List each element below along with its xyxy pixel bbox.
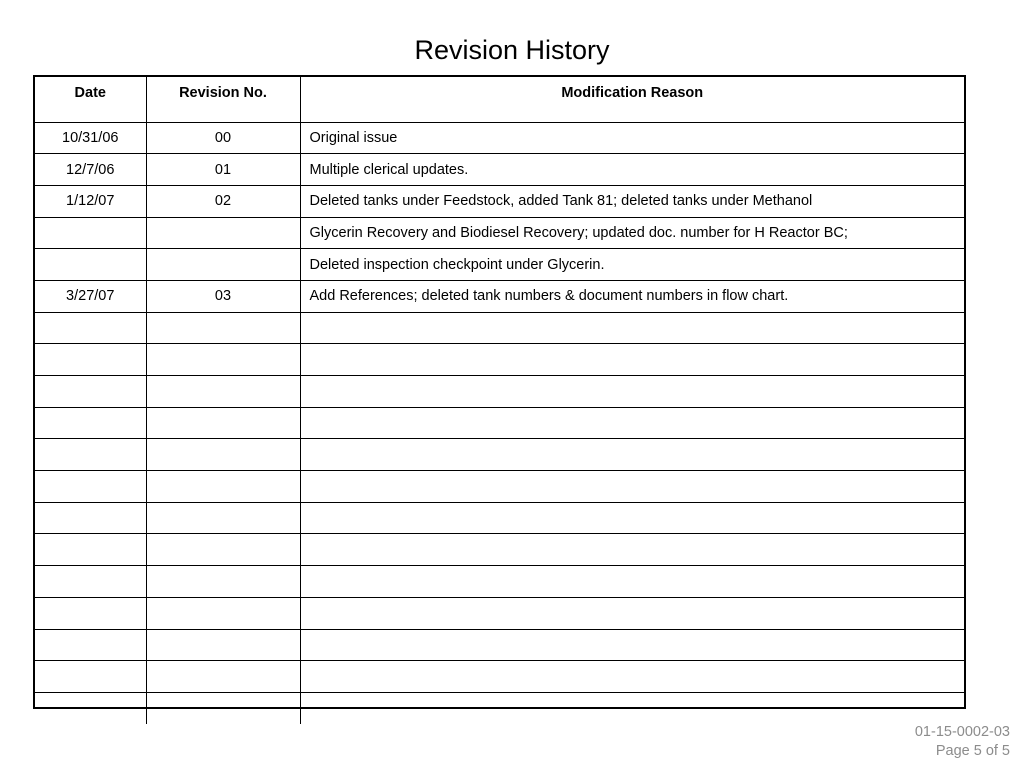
cell-reason: Deleted inspection checkpoint under Glycerin.: [300, 249, 964, 281]
cell-date: [35, 407, 146, 439]
cell-date: 3/27/07: [35, 280, 146, 312]
cell-revision: [146, 661, 300, 693]
cell-revision: [146, 692, 300, 723]
cell-date: 10/31/06: [35, 122, 146, 154]
document-number: 01-15-0002-03: [914, 724, 1010, 740]
page-title: Revision History: [414, 35, 610, 65]
table-row: [35, 249, 964, 281]
table-row: [35, 471, 964, 503]
cell-revision: [146, 376, 300, 408]
cell-date: [35, 692, 146, 723]
table-row: [35, 185, 964, 217]
cell-reason: [300, 692, 964, 723]
cell-revision: [146, 439, 300, 471]
cell-revision: [146, 471, 300, 503]
cell-revision: 02: [146, 185, 300, 217]
table-row: [35, 122, 964, 154]
cell-reason: [300, 344, 964, 376]
table-row: [35, 692, 964, 723]
cell-date: 1/12/07: [35, 185, 146, 217]
column-header-reason: Modification Reason: [300, 77, 964, 122]
cell-revision: [146, 597, 300, 629]
table-row: [35, 534, 964, 566]
table-row: [35, 566, 964, 598]
table-row: [35, 376, 964, 408]
revision-history-table: [35, 77, 964, 724]
table-row: [35, 597, 964, 629]
cell-date: [35, 597, 146, 629]
cell-revision: [146, 566, 300, 598]
cell-reason: [300, 471, 964, 503]
cell-date: [35, 534, 146, 566]
table-row: [35, 344, 964, 376]
table-row: [35, 502, 964, 534]
cell-revision: [146, 344, 300, 376]
table-row: [35, 661, 964, 693]
table-header: [35, 77, 964, 122]
table-body: [35, 122, 964, 724]
cell-revision: 01: [146, 154, 300, 186]
cell-date: [35, 566, 146, 598]
cell-date: [35, 471, 146, 503]
cell-date: 12/7/06: [35, 154, 146, 186]
cell-date: [35, 344, 146, 376]
cell-reason: [300, 661, 964, 693]
cell-reason: Add References; deleted tank numbers & document numbers in flow chart.: [300, 280, 964, 312]
footer: [915, 723, 1010, 761]
cell-revision: [146, 502, 300, 534]
table-row: [35, 154, 964, 186]
cell-date: [35, 376, 146, 408]
cell-reason: [300, 407, 964, 439]
cell-reason: [300, 439, 964, 471]
table-row: [35, 407, 964, 439]
revision-table-frame: [33, 75, 966, 709]
table-row: [35, 217, 964, 249]
table-row: [35, 629, 964, 661]
cell-revision: 03: [146, 280, 300, 312]
table-row: [35, 439, 964, 471]
cell-reason: Glycerin Recovery and Biodiesel Recovery; updated doc. number for H Reactor BC;: [300, 217, 964, 249]
cell-revision: 00: [146, 122, 300, 154]
column-header-revision: Revision No.: [146, 77, 300, 122]
cell-reason: [300, 376, 964, 408]
table-row: [35, 280, 964, 312]
cell-reason: [300, 566, 964, 598]
cell-reason: [300, 312, 964, 344]
cell-date: [35, 629, 146, 661]
page-number: Page 5 of 5: [935, 743, 1010, 759]
cell-date: [35, 249, 146, 281]
cell-date: [35, 312, 146, 344]
cell-reason: [300, 502, 964, 534]
cell-revision: [146, 312, 300, 344]
cell-revision: [146, 249, 300, 281]
cell-reason: [300, 534, 964, 566]
header-row: [35, 77, 964, 122]
cell-reason: Original issue: [300, 122, 964, 154]
cell-date: [35, 439, 146, 471]
cell-date: [35, 502, 146, 534]
cell-reason: [300, 629, 964, 661]
cell-reason: [300, 597, 964, 629]
cell-reason: Deleted tanks under Feedstock, added Tank 81; deleted tanks under Methanol: [300, 185, 964, 217]
column-header-date: Date: [35, 77, 146, 122]
cell-revision: [146, 407, 300, 439]
cell-revision: [146, 629, 300, 661]
cell-date: [35, 661, 146, 693]
cell-revision: [146, 217, 300, 249]
table-row: [35, 312, 964, 344]
cell-reason: Multiple clerical updates.: [300, 154, 964, 186]
cell-revision: [146, 534, 300, 566]
cell-date: [35, 217, 146, 249]
